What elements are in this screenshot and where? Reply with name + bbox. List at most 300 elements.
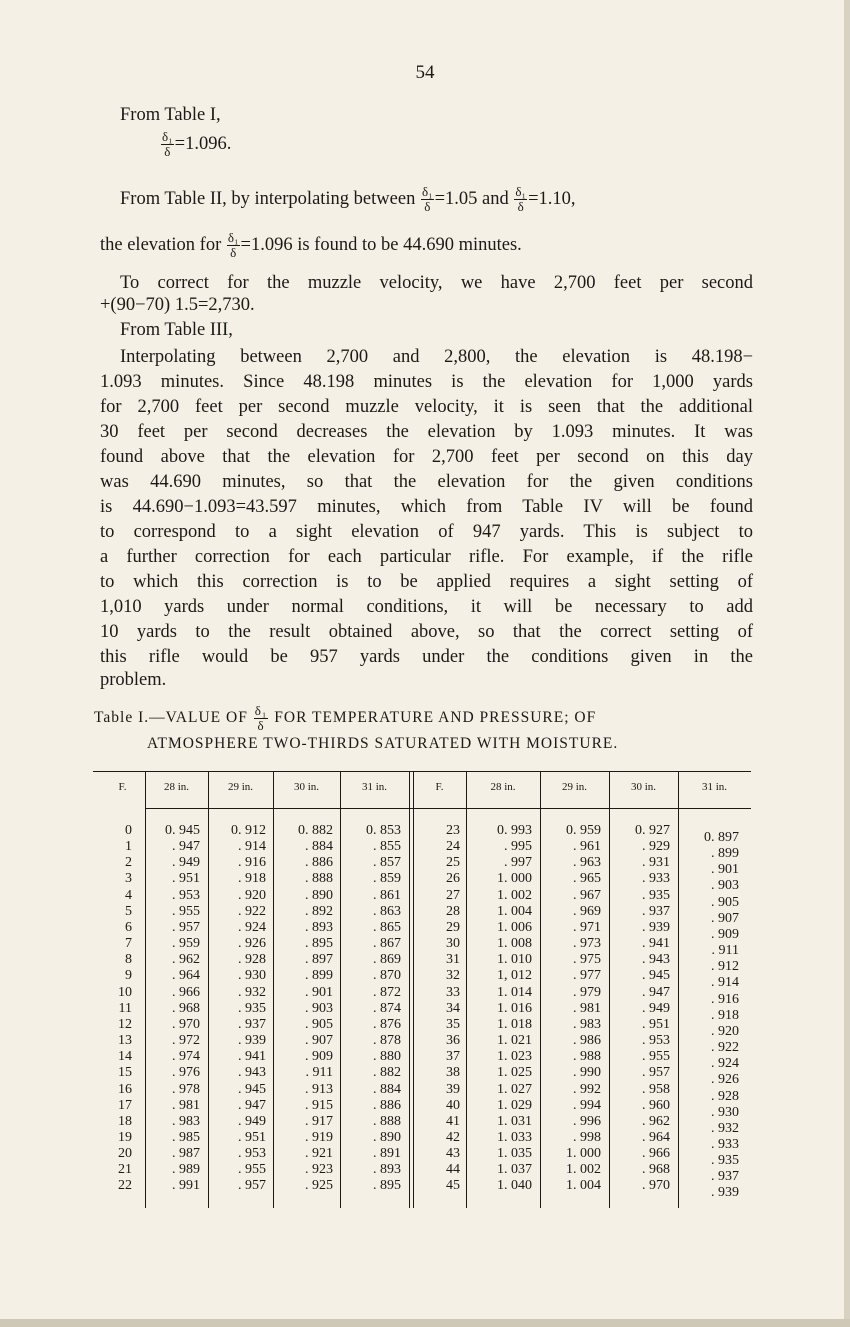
table-cell: 7 [125,936,132,952]
table-cell: . 918 [238,871,266,887]
table-cell: 1. 010 [497,952,532,968]
column-divider-double [413,771,414,1208]
table-cell: 1. 035 [497,1146,532,1162]
table-cell: . 937 [238,1016,266,1032]
table-cell: 24 [446,839,460,855]
table-cell: . 955 [172,903,200,919]
fraction-denominator: δ [517,199,524,214]
table-cell: . 876 [373,1016,401,1032]
table-cell: . 920 [238,887,266,903]
table-cell: . 939 [238,1033,266,1049]
table-cell: . 909 [305,1049,333,1065]
table-cell: . 957 [642,1065,670,1081]
table-cell: 1. 029 [497,1097,532,1113]
table-cell: 1. 008 [497,936,532,952]
table-cell: 1. 018 [497,1016,532,1032]
table-cell: 14 [118,1049,132,1065]
table-cell: 0. 912 [231,823,266,838]
table-cell: . 983 [573,1016,601,1032]
table-cell: . 911 [305,1065,333,1081]
ratio-value: =1.096. [174,133,232,154]
table-cell: . 880 [373,1049,401,1065]
table-cell: . 943 [238,1065,266,1081]
from-table-2-line [120,185,576,214]
table-cell: . 928 [711,1088,739,1104]
table-cell: . 953 [172,887,200,903]
table-cell: . 945 [642,968,670,984]
table-cell: . 895 [305,936,333,952]
table-cell: 1. 037 [497,1162,532,1178]
table-cell: . 973 [573,936,601,952]
table-cell: . 959 [172,936,200,952]
table-cell: . 899 [305,968,333,984]
ratio-fraction [514,185,527,214]
paragraph-line: To correct for the muzzle velocity, we have 2,700 feet per second [120,273,753,293]
table-cell: . 964 [642,1129,670,1145]
table-cell: 1. 002 [497,887,532,903]
table-cell: . 974 [172,1049,200,1065]
table-caption-line-2: ATMOSPHERE TWO-THIRDS SATURATED WITH MOISTURE. [147,735,619,752]
table-cell: . 926 [238,936,266,952]
table-cell: 31 [446,952,460,968]
ratio-fraction [227,231,240,260]
table-cell: 38 [446,1065,460,1081]
column-temp-left [96,823,132,1195]
caption-rest: FOR TEMPERATURE AND PRESSURE; OF [274,709,597,727]
fraction-denominator: δ [164,144,171,159]
table-cell: . 911 [711,943,739,959]
table-cell: . 960 [642,1097,670,1113]
body-line: 1,010 yards under normal conditions, it will be necessary to add [100,597,753,617]
table-cell: 44 [446,1162,460,1178]
table-cell: . 933 [642,871,670,887]
table-cell: 40 [446,1097,460,1113]
fraction-numerator: δ₁ [227,230,239,245]
table-cell: . 895 [373,1178,401,1194]
table-cell: . 914 [238,839,266,855]
table-cell: . 951 [172,871,200,887]
table-cell: . 949 [642,1000,670,1016]
column-31in-right [683,830,739,1202]
table-cell: . 963 [573,855,601,871]
table-cell: 18 [118,1113,132,1129]
table-cell: . 914 [711,975,739,991]
table-cell: . 951 [238,1129,266,1145]
table-cell: . 855 [373,839,401,855]
table-cell: . 867 [373,936,401,952]
body-line: this rifle would be 957 yards under the conditions given in the [100,647,753,667]
table-cell: . 941 [642,936,670,952]
table-cell: . 922 [711,1040,739,1056]
page-bottom-edge [0,1319,850,1327]
table-cell: 21 [118,1162,132,1178]
table-cell: . 907 [305,1033,333,1049]
table-cell: . 897 [305,952,333,968]
fraction-denominator: δ [257,718,265,733]
table-cell: . 890 [305,887,333,903]
table-cell: . 981 [573,1000,601,1016]
caption-title: Table I.—VALUE OF [94,709,248,727]
table-cell: 8 [125,952,132,968]
fraction-numerator: δ₁ [421,184,433,199]
table-cell: 0. 927 [635,823,670,838]
column-29in-right [545,823,601,1195]
table-cell: . 924 [238,919,266,935]
column-divider [340,771,341,1208]
header-29in: 29 in. [227,781,254,793]
table-cell: . 932 [711,1120,739,1136]
table-cell: . 977 [573,968,601,984]
column-divider [208,771,209,1208]
table-cell: 22 [118,1178,132,1194]
table-cell: . 996 [573,1113,601,1129]
table-cell: 1, 012 [497,968,532,984]
table-cell: . 926 [711,1072,739,1088]
column-divider [273,771,274,1208]
table-cell: . 957 [238,1178,266,1194]
column-divider [145,771,146,1208]
table-cell: 1. 027 [497,1081,532,1097]
table-cell: . 935 [711,1153,739,1169]
table-cell: . 905 [305,1016,333,1032]
body-line: to correspond to a sight elevation of 947 yards. This is subject to [100,522,753,542]
table-cell: . 961 [573,839,601,855]
table-cell: 11 [118,1000,132,1016]
table-cell: . 990 [573,1065,601,1081]
table-cell: . 903 [305,1000,333,1016]
table-cell: 0. 959 [566,823,601,838]
table-cell: . 985 [172,1129,200,1145]
body-line: is 44.690−1.093=43.597 minutes, which from Table IV will be found [100,497,753,517]
table-cell: 1. 006 [497,919,532,935]
table-cell: 37 [446,1049,460,1065]
table-cell: 35 [446,1016,460,1032]
header-31in: 31 in. [361,781,388,793]
paragraph-line: +(90−70) 1.5=2,730. [100,295,255,315]
table-cell: . 991 [172,1178,200,1194]
column-31in-left [345,823,401,1195]
table-cell: 16 [118,1081,132,1097]
table-cell: . 903 [711,878,739,894]
table-cell: . 918 [711,1007,739,1023]
body-line: to which this correction is to be applied requires a sight setting of [100,572,753,592]
table-cell: 0. 945 [165,823,200,838]
table-cell: 17 [118,1097,132,1113]
table-cell: . 958 [642,1081,670,1097]
header-28in: 28 in. [163,781,190,793]
table-cell: . 925 [305,1178,333,1194]
fraction-denominator: δ [230,245,237,260]
table-cell: . 874 [373,1000,401,1016]
table-cell: 6 [125,919,132,935]
table-cell: . 957 [172,919,200,935]
table-cell: . 972 [172,1033,200,1049]
table-cell: . 945 [238,1081,266,1097]
fraction-denominator: δ [424,199,431,214]
table-cell: . 888 [305,871,333,887]
table-cell: . 995 [504,839,532,855]
table-cell: 25 [446,855,460,871]
table-cell: . 917 [305,1113,333,1129]
table-cell: 23 [446,823,460,838]
table-cell: . 978 [172,1081,200,1097]
table-cell: 15 [118,1065,132,1081]
table-caption [94,704,596,733]
table-top-rule [93,771,751,772]
table-cell: 1. 000 [566,1146,601,1162]
table-cell: . 931 [642,855,670,871]
table-cell: . 863 [373,903,401,919]
table-cell: 27 [446,887,460,903]
table-cell: . 937 [642,903,670,919]
table-cell: . 884 [373,1081,401,1097]
table-cell: . 947 [172,839,200,855]
elevation-result: =1.096 is found to be 44.690 minutes. [240,234,522,255]
body-line: found above that the elevation for 2,700 feet per second on this day [100,447,753,467]
header-28in: 28 in. [490,781,516,793]
table-cell: . 968 [172,1000,200,1016]
from-table-2-text: From Table II, by interpolating between [120,188,416,209]
header-31in: 31 in. [701,781,728,793]
table-cell: . 949 [238,1113,266,1129]
table-cell: . 869 [373,952,401,968]
table-cell: . 962 [172,952,200,968]
text-from-table-1: From Table I, [120,105,221,125]
body-line: a further correction for each particular rifle. For example, if the rifle [100,547,753,567]
table-cell: . 955 [238,1162,266,1178]
column-temp-right [418,823,460,1195]
body-line: problem. [100,670,167,690]
table-cell: 1. 025 [497,1065,532,1081]
column-30in-left [277,823,333,1195]
table-cell: . 975 [573,952,601,968]
page-number: 54 [415,62,435,83]
column-divider [466,771,467,1208]
column-divider [540,771,541,1208]
table-cell: 0. 993 [497,823,532,838]
table-cell: 41 [446,1113,460,1129]
table-cell: . 859 [373,871,401,887]
table-cell: . 964 [172,968,200,984]
column-divider [678,771,679,1208]
table-cell: . 919 [305,1129,333,1145]
table-cell: 42 [446,1129,460,1145]
table-cell: . 986 [573,1033,601,1049]
table-cell: . 966 [172,984,200,1000]
table-cell: . 997 [504,855,532,871]
table-cell: 9 [125,968,132,984]
table-cell: . 915 [305,1097,333,1113]
table-cell: . 966 [642,1146,670,1162]
table-cell: 26 [446,871,460,887]
table-cell: . 967 [573,887,601,903]
interp-high: =1.10, [528,188,576,209]
table-cell: 34 [446,1000,460,1016]
table-cell: . 998 [573,1129,601,1145]
table-cell: . 930 [238,968,266,984]
table-cell: 20 [118,1146,132,1162]
table-cell: 0 [125,823,132,838]
table-cell: . 912 [711,959,739,975]
table-cell: 0. 882 [298,823,333,838]
table-cell: . 933 [711,1136,739,1152]
table-cell: 5 [125,903,132,919]
column-30in-right [614,823,670,1195]
body-line: 1.093 minutes. Since 48.198 minutes is the elevation for 1,000 yards [100,372,753,392]
table-cell: . 913 [305,1081,333,1097]
table-cell: . 907 [711,910,739,926]
table-cell: 39 [446,1081,460,1097]
table-cell: . 882 [373,1065,401,1081]
table-cell: . 872 [373,984,401,1000]
table-cell: 19 [118,1129,132,1145]
column-28in-right [472,823,532,1195]
table-cell: . 994 [573,1097,601,1113]
table-cell: 1. 021 [497,1033,532,1049]
table-cell: . 949 [172,855,200,871]
table-cell: 29 [446,919,460,935]
interp-low: =1.05 and [434,188,509,209]
column-28in-left [148,823,200,1195]
table-cell: . 928 [238,952,266,968]
header-30in: 30 in. [293,781,320,793]
table-cell: . 943 [642,952,670,968]
header-30in: 30 in. [630,781,657,793]
elevation-text: the elevation for [100,234,222,255]
table-cell: . 953 [238,1146,266,1162]
table-cell: 36 [446,1033,460,1049]
elevation-line [100,231,522,260]
table-cell: 13 [118,1033,132,1049]
body-line: Interpolating between 2,700 and 2,800, the elevation is 48.198− [120,347,753,367]
table-cell: . 971 [573,919,601,935]
body-line: was 44.690 minutes, so that the elevation for the given conditions [100,472,753,492]
table-cell: . 947 [238,1097,266,1113]
table-cell: . 920 [711,1023,739,1039]
ratio-fraction [421,185,434,214]
table-cell: . 935 [238,1000,266,1016]
table-cell: . 983 [172,1113,200,1129]
table-cell: . 969 [573,903,601,919]
table-cell: 1. 016 [497,1000,532,1016]
table-cell: . 939 [711,1185,739,1201]
table-cell: . 905 [711,894,739,910]
table-cell: 30 [446,936,460,952]
table-cell: 10 [118,984,132,1000]
table-cell: 12 [118,1016,132,1032]
table-cell: 1. 031 [497,1113,532,1129]
header-f: F. [435,781,444,793]
table-cell: . 989 [172,1162,200,1178]
table-cell: 1. 040 [497,1178,532,1194]
table-cell: . 891 [373,1146,401,1162]
table-cell: . 955 [642,1049,670,1065]
body-line: for 2,700 feet per second muzzle velocity, it is seen that the additional [100,397,753,417]
fraction-numerator: δ₁ [162,129,173,144]
table-cell: . 987 [172,1146,200,1162]
table-cell: . 890 [373,1129,401,1145]
header-f: F. [118,781,127,793]
table-cell: . 930 [711,1104,739,1120]
table-cell: 32 [446,968,460,984]
table-cell: . 878 [373,1033,401,1049]
table-cell: 2 [125,855,132,871]
table-cell: . 861 [373,887,401,903]
ratio-line [160,130,231,159]
table-cell: . 892 [305,903,333,919]
table-cell: . 923 [305,1162,333,1178]
table-cell: 1. 002 [566,1162,601,1178]
table-cell: . 909 [711,926,739,942]
paragraph-line: From Table III, [120,320,233,340]
fraction-numerator: δ₁ [254,703,268,718]
body-line: 30 feet per second decreases the elevation by 1.093 minutes. It was [100,422,753,442]
table-cell: . 939 [642,919,670,935]
table-cell: . 992 [573,1081,601,1097]
table-cell: . 979 [573,984,601,1000]
table-cell: . 953 [642,1033,670,1049]
table-cell: . 922 [238,903,266,919]
caption-fraction [254,704,269,733]
table-cell: . 857 [373,855,401,871]
table-header-rule [145,808,751,809]
table-cell: . 962 [642,1113,670,1129]
table-cell: . 901 [711,862,739,878]
table-cell: 28 [446,903,460,919]
table-cell: . 968 [642,1162,670,1178]
table-cell: . 916 [238,855,266,871]
column-29in-left [212,823,266,1195]
table-cell: . 916 [711,991,739,1007]
table-cell: 1. 033 [497,1129,532,1145]
table-cell: 43 [446,1146,460,1162]
table-cell: . 932 [238,984,266,1000]
table-cell: 1. 004 [497,903,532,919]
table-cell: . 976 [172,1065,200,1081]
table-cell: . 951 [642,1016,670,1032]
table-cell: . 981 [172,1097,200,1113]
table-cell: . 947 [642,984,670,1000]
ratio-fraction [161,130,174,159]
table-cell: . 924 [711,1056,739,1072]
table-cell: . 988 [573,1049,601,1065]
table-cell: 45 [446,1178,460,1194]
table-cell: . 888 [373,1113,401,1129]
table-cell: 33 [446,984,460,1000]
table-cell: . 937 [711,1169,739,1185]
fraction-numerator: δ₁ [515,184,527,199]
table-cell: 0. 897 [704,830,739,845]
table-cell: . 899 [711,846,739,862]
table-cell: . 921 [305,1146,333,1162]
table-cell: . 941 [238,1049,266,1065]
table-cell: . 870 [373,968,401,984]
table-cell: 1. 023 [497,1049,532,1065]
table-cell: . 893 [373,1162,401,1178]
table-cell: . 886 [305,855,333,871]
table-cell: . 929 [642,839,670,855]
page-edge [844,0,850,1327]
table-cell: 1. 014 [497,984,532,1000]
body-line: 10 yards to the result obtained above, so that the correct setting of [100,622,753,642]
table-cell: 1. 004 [566,1178,601,1194]
table-cell: 1 [125,839,132,855]
table-cell: 0. 853 [366,823,401,838]
table-cell: . 970 [642,1178,670,1194]
column-divider [609,771,610,1208]
table-cell: . 893 [305,919,333,935]
table-cell: 1. 000 [497,871,532,887]
